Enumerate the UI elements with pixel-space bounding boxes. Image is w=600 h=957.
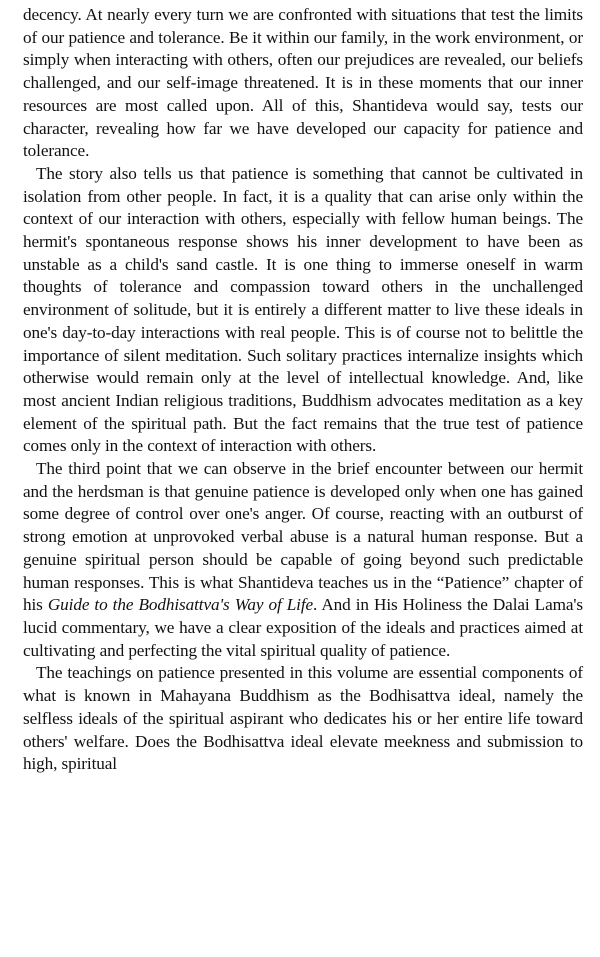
book-title: Guide to the Bodhisattva's Way of Life — [47, 595, 314, 615]
page-body — [23, 4, 583, 776]
paragraph-4: The teachings on patience presented in this volume are essential components of what is known in Mahayana Buddhism as the Bodhisattva ideal, namely the selfless ideals of the spiritual aspirant who dedicates his or her entire life toward others' welfare. Does the Bodhisattva ideal elevate meekness and submission to high, spiritual — [23, 663, 583, 774]
paragraph-2: The story also tells us that patience is something that cannot be cultivated in isolation from other people. In fact, it is a quality that can arise only within the context of our interaction with others, especially with fellow human beings. The hermit's spontaneous response shows his inner development to have been as unstable as a child's sand castle. It is one thing to immerse oneself in warm thoughts of tolerance and compassion toward others in the unchallenged environment of solitude, but it is entirely a different matter to live these ideals in one's day-to-day interactions with real people. This is of course not to belittle the importance of silent meditation. Such solitary practices internalize insights which otherwise would remain only at the level of intellectual knowledge. And, like most ancient Indian religious traditions, Buddhism advocates meditation as a key element of the spiritual path. But the fact remains that the true test of patience comes only in the context of interaction with others. — [23, 163, 583, 456]
paragraph-3-text-after: . And in His Holiness the Dalai Lama's lucid commentary, we have a clear exposition of the ideals and practices aimed at cultivating and perfecting the vital spiritual quality of patience. — [23, 595, 583, 660]
paragraph-1: decency. At nearly every turn we are confronted with situations that test the limits of our patience and tolerance. Be it within our family, in the work environment, or simply when interacting with others, often our prejudices are revealed, our beliefs challenged, and our self-image threatened. It is in these moments that our inner resources are most called upon. All of this, Shantideva would say, tests our character, revealing how far we have developed our capacity for patience and tolerance. — [23, 5, 583, 161]
paragraph-3-text-before: The third point that we can observe in the brief encounter between our hermit and the herdsman is that genuine patience is developed only when one has gained some degree of control over one's anger. Of course, reacting with an outburst of strong emotion at unprovoked verbal abuse is a natural human response. But a genuine spiritual person should be capable of going beyond such predictable human responses. This is what Shantideva teaches us in the “Patience” chapter of his — [23, 459, 583, 615]
paragraph-3 — [23, 458, 583, 662]
